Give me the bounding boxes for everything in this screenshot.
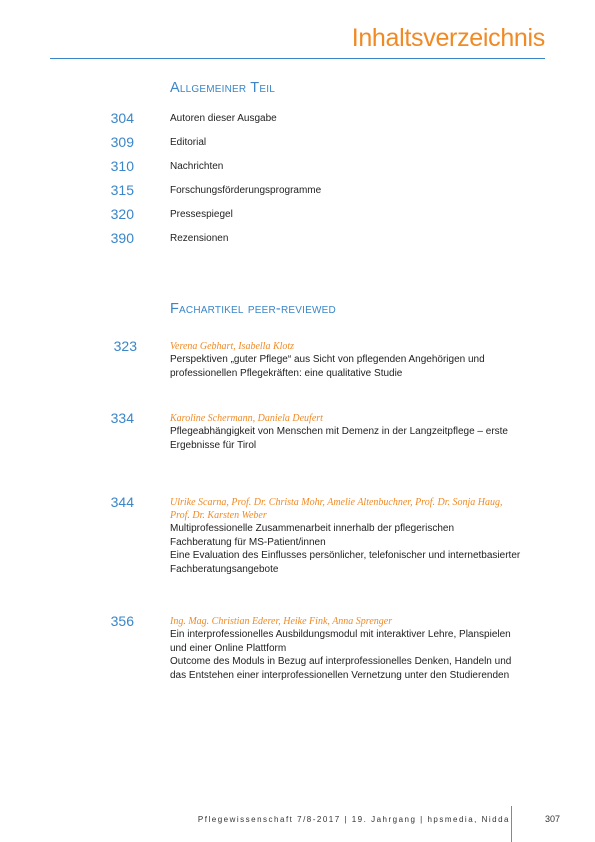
article-title-line: Fachberatung für MS-Patient/innen xyxy=(170,536,326,548)
footer-journal-info: Pflegewissenschaft 7/8-2017 | 19. Jahrgang | hpsmedia, Nidda xyxy=(197,815,510,824)
toc-page-number: 304 xyxy=(110,110,134,126)
toc-page-number: 390 xyxy=(110,230,134,246)
article-title-line: Fachberatungsangebote xyxy=(170,563,279,575)
article-authors: Ulrike Scarna, Prof. Dr. Christa Mohr, Amelie Altenbuchner, Prof. Dr. Sonja Haug, xyxy=(170,497,503,508)
footer-divider xyxy=(511,806,512,842)
article-body xyxy=(170,340,550,380)
article-title-line: professionellen Pflegekräften: eine qualitative Studie xyxy=(170,367,403,379)
article-body xyxy=(170,615,550,682)
toc-page-number: 309 xyxy=(110,134,134,150)
article-title-line: Ergebnisse für Tirol xyxy=(170,439,257,451)
toc-page-number: 356 xyxy=(110,613,134,629)
page-title: Inhaltsverzeichnis xyxy=(351,24,545,52)
article-title-line: und einer Online Plattform xyxy=(170,642,287,654)
toc-page-number: 315 xyxy=(110,182,134,198)
toc-entry-title: Rezensionen xyxy=(170,233,229,244)
toc-page-number: 344 xyxy=(110,494,134,510)
article-authors: Prof. Dr. Karsten Weber xyxy=(170,510,267,521)
article-authors: Verena Gebhart, Isabella Klotz xyxy=(170,341,295,352)
section-heading-general: Allgemeiner Teil xyxy=(170,80,275,96)
toc-page-number: 320 xyxy=(110,206,134,222)
toc-entry-title: Nachrichten xyxy=(170,161,224,172)
article-body xyxy=(170,412,550,452)
article-body xyxy=(170,496,550,576)
footer-page-number: 307 xyxy=(544,814,560,824)
toc-entry-title: Editorial xyxy=(170,137,207,148)
toc-page-number: 310 xyxy=(110,158,134,174)
toc-page-number: 323 xyxy=(113,338,137,354)
toc-entry-title: Pressespiegel xyxy=(170,209,233,220)
article-authors: Karoline Schermann, Daniela Deufert xyxy=(170,413,323,424)
article-title-line: Ein interprofessionelles Ausbildungsmodul mit interaktiver Lehre, Planspielen xyxy=(170,629,511,640)
article-authors: Ing. Mag. Christian Ederer, Heike Fink, Anna Sprenger xyxy=(170,616,393,627)
toc-entry-title: Autoren dieser Ausgabe xyxy=(170,113,277,124)
toc-entry-title: Forschungsförderungsprogramme xyxy=(170,185,322,196)
article-title-line: Perspektiven „guter Pflege“ aus Sicht von pflegenden Angehörigen und xyxy=(170,354,485,365)
article-title-line: Eine Evaluation des Einflusses persönlicher, telefonischer und internetbasierter xyxy=(170,550,521,561)
article-title-line: Outcome des Moduls in Bezug auf interprofessionelles Denken, Handeln und xyxy=(170,656,512,667)
article-title-line: Multiprofessionelle Zusammenarbeit innerhalb der pflegerischen xyxy=(170,523,455,534)
toc-page-number: 334 xyxy=(110,410,134,426)
title-divider xyxy=(50,58,545,59)
section-heading-peer-reviewed: Fachartikel peer-reviewed xyxy=(170,301,336,317)
article-title-line: das Entstehen einer interprofessionellen Vernetzung unter den Studierenden xyxy=(170,669,510,681)
article-title-line: Pflegeabhängigkeit von Menschen mit Demenz in der Langzeitpflege – erste xyxy=(170,426,508,437)
